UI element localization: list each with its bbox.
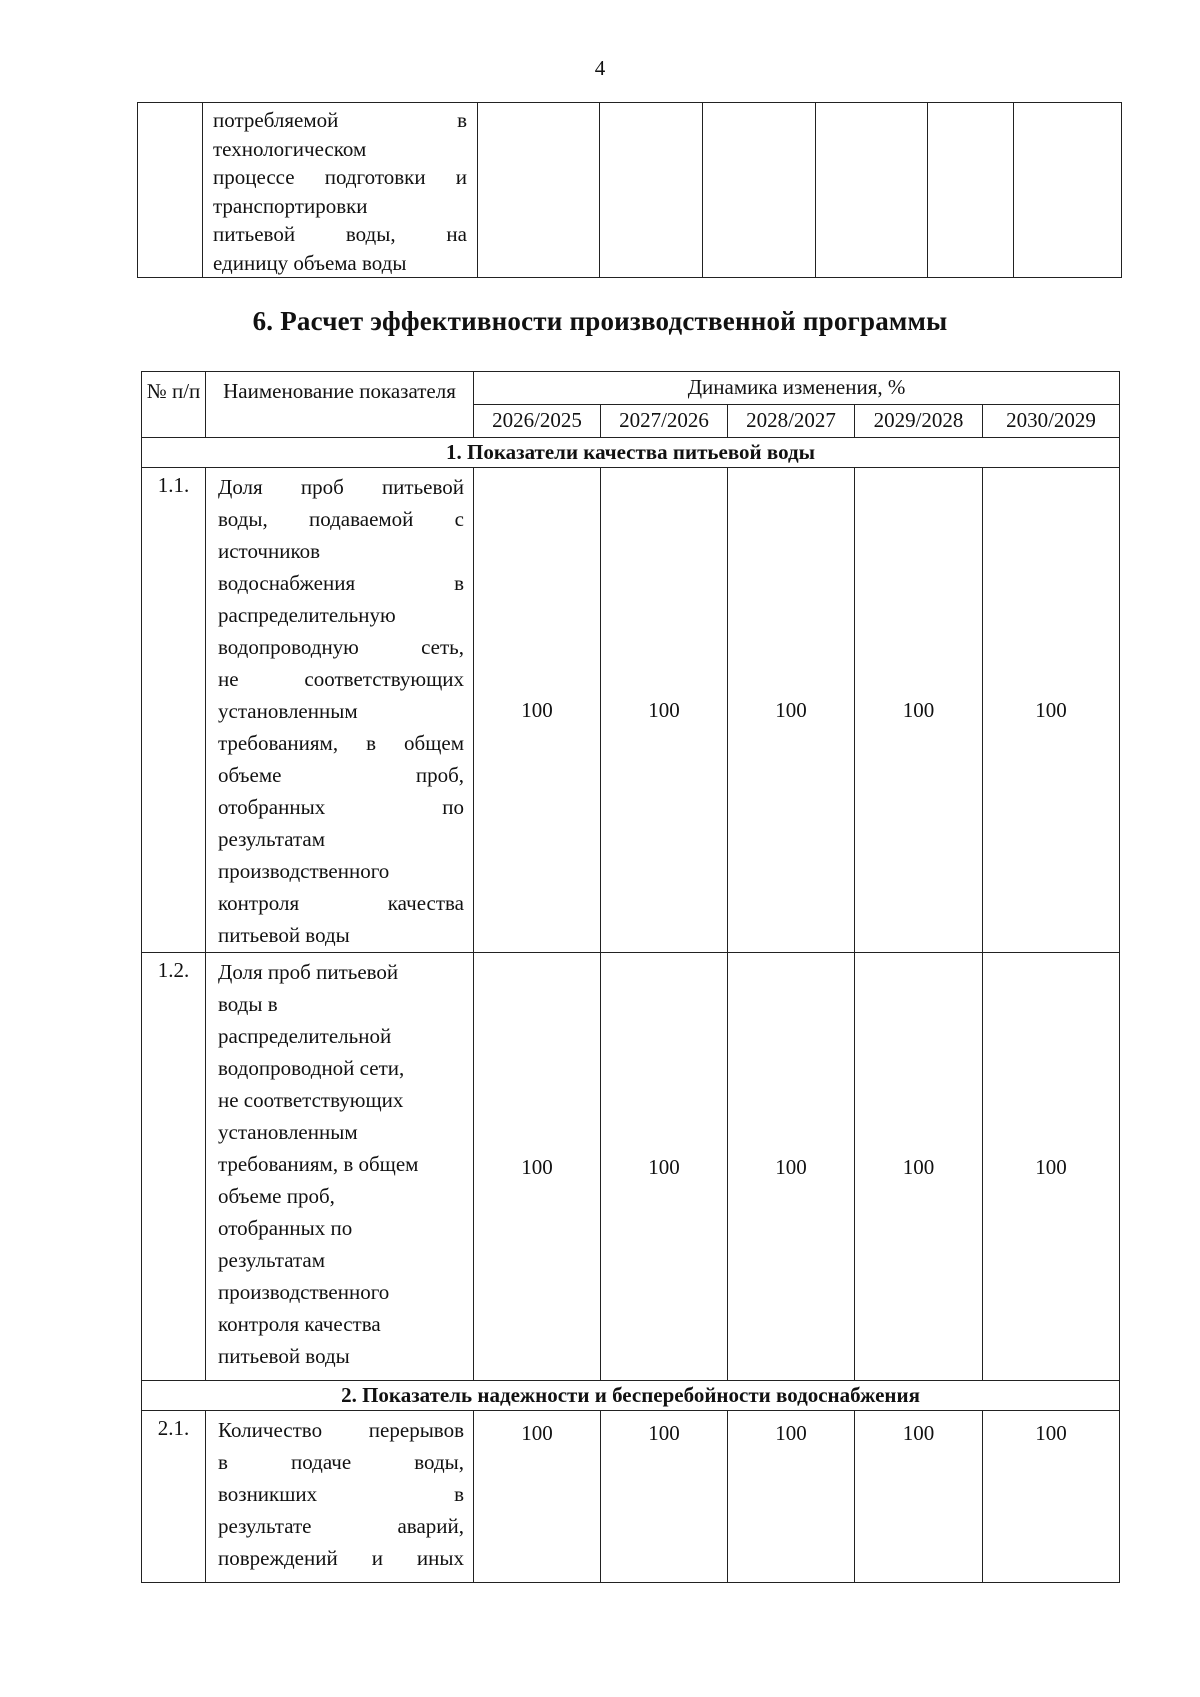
- efficiency-table: [141, 371, 1120, 1583]
- text-line: объеме проб,: [218, 763, 464, 787]
- text-line: требованиям, в общем: [218, 1152, 419, 1176]
- value-cell: 100: [474, 1411, 601, 1583]
- value-cell: 100: [601, 953, 728, 1381]
- text-line: потребляемой в: [213, 108, 467, 132]
- text-line: установленным: [218, 1120, 358, 1144]
- indicator-name-cell: [203, 103, 478, 278]
- value-cell: 100: [855, 953, 983, 1381]
- text-line: производственного: [218, 1280, 390, 1304]
- text-line: требованиям, в общем: [218, 731, 464, 755]
- text-line: единицу объема воды: [213, 250, 407, 275]
- value-cell: 100: [983, 953, 1120, 1381]
- text-line: распределительной: [218, 1024, 392, 1048]
- indicator-name-cell: [206, 1411, 474, 1583]
- header-name: Наименование показателя: [206, 372, 474, 438]
- text-line: результатам: [218, 1248, 326, 1272]
- header-year: 2028/2027: [728, 405, 855, 438]
- value-cell: 100: [474, 468, 601, 953]
- value-cell: 100: [855, 1411, 983, 1583]
- text-line: воды, подаваемой с: [218, 507, 464, 531]
- empty-cell: [478, 103, 600, 278]
- empty-cell: [928, 103, 1014, 278]
- text-line: питьевой воды: [218, 923, 350, 947]
- value-cell: 100: [855, 468, 983, 953]
- text-line: отобранных по: [218, 1216, 353, 1240]
- text-line: процессе подготовки и: [213, 165, 467, 189]
- header-year: 2027/2026: [601, 405, 728, 438]
- table-row: [142, 1411, 1120, 1583]
- table-row: [138, 103, 1122, 278]
- text-line: установленным: [218, 699, 358, 723]
- value-cell: 100: [474, 953, 601, 1381]
- text-line: в подаче воды,: [218, 1450, 464, 1474]
- text-line: контроля качества: [218, 1312, 381, 1336]
- header-num: № п/п: [142, 372, 206, 438]
- empty-cell: [816, 103, 928, 278]
- text-line: контроля качества: [218, 891, 464, 915]
- text-line: Доля проб питьевой: [218, 475, 464, 499]
- value-cell: 100: [601, 468, 728, 953]
- header-year: 2030/2029: [983, 405, 1120, 438]
- row-number: 1.1.: [142, 468, 206, 953]
- row-number: 1.2.: [142, 953, 206, 1381]
- value-cell: 100: [983, 1411, 1120, 1583]
- text-line: питьевой воды: [218, 1344, 350, 1368]
- value-cell: 100: [728, 953, 855, 1381]
- text-line: повреждений и иных: [218, 1546, 464, 1570]
- indicator-name-cell: [206, 953, 474, 1381]
- continued-table-fragment: [137, 102, 1122, 278]
- group-title: 1. Показатели качества питьевой воды: [142, 438, 1120, 468]
- text-line: источников: [218, 539, 321, 563]
- header-row: [142, 372, 1120, 405]
- text-line: отобранных по: [218, 795, 464, 819]
- text-line: водоснабжения в: [218, 571, 464, 595]
- value-cell: 100: [728, 468, 855, 953]
- header-year: 2026/2025: [474, 405, 601, 438]
- table-row: [142, 953, 1120, 1381]
- text-line: водопроводную сеть,: [218, 635, 464, 659]
- text-line: транспортировки: [213, 193, 368, 218]
- text-line: распределительную: [218, 603, 396, 627]
- group-row: [142, 1381, 1120, 1411]
- text-line: не соответствующих: [218, 1088, 404, 1112]
- group-title: 2. Показатель надежности и бесперебойности водоснабжения: [142, 1381, 1120, 1411]
- row-number: 2.1.: [142, 1411, 206, 1583]
- value-cell: 100: [601, 1411, 728, 1583]
- group-row: [142, 438, 1120, 468]
- text-line: производственного: [218, 859, 390, 883]
- text-line: результатам: [218, 827, 326, 851]
- text-line: Доля проб питьевой: [218, 960, 399, 984]
- text-line: Количество перерывов: [218, 1418, 464, 1442]
- value-cell: 100: [983, 468, 1120, 953]
- empty-cell: [1014, 103, 1122, 278]
- header-dynamics: Динамика изменения, %: [474, 372, 1120, 405]
- text-line: водопроводной сети,: [218, 1056, 405, 1080]
- empty-cell: [600, 103, 703, 278]
- text-line: питьевой воды, на: [213, 222, 467, 246]
- page-number: 4: [594, 56, 606, 80]
- empty-cell: [138, 103, 203, 278]
- text-line: результате аварий,: [218, 1514, 464, 1538]
- text-line: воды в: [218, 992, 278, 1016]
- table-row: [142, 468, 1120, 953]
- text-line: возникших в: [218, 1482, 464, 1506]
- indicator-name-cell: [206, 468, 474, 953]
- text-line: технологическом: [213, 136, 367, 161]
- text-line: не соответствующих: [218, 667, 464, 691]
- value-cell: 100: [728, 1411, 855, 1583]
- header-year: 2029/2028: [855, 405, 983, 438]
- section-title: 6. Расчет эффективности производственной программы: [252, 306, 948, 336]
- text-line: объеме проб,: [218, 1184, 335, 1208]
- empty-cell: [703, 103, 816, 278]
